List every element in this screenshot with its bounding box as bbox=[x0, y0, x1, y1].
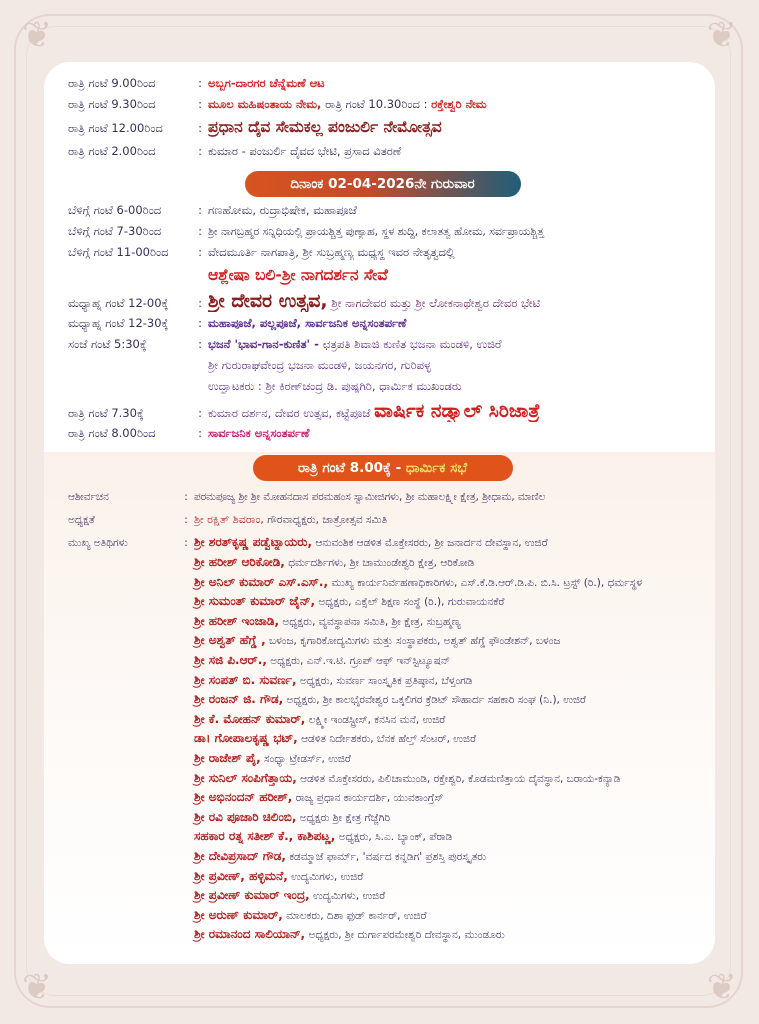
program-event: ಪ್ರಧಾನ ದೈವ ಸೇಮಕಲ್ಲ ಪಂಜುರ್ಲಿ ನೇಮೋತ್ಸವ bbox=[208, 118, 442, 136]
guest-role: ಬಳಂಜ, ಕೃಗಾರಿಕೋದ್ಯಮಿಗಳು ಮತ್ತು ಸಂಸ್ಥಾಪಕರು, ಅಶ್ವತ್ ಹೆಗ್ಡೆ ಫೌಂಡೇಶನ್, ಬಳಂಜ bbox=[265, 635, 561, 648]
sabha-banner bbox=[253, 455, 513, 481]
guest-role: ಉದ್ಯಮಿಗಳು, ಉಜಿರೆ bbox=[309, 890, 386, 903]
night-program bbox=[68, 76, 697, 165]
guest-name: ಸಹಕಾರ ರತ್ನ ಸತೀಶ್ ಕೆ., ಕಾಶಿಪಟ್ಣ, bbox=[194, 829, 336, 844]
guest-row bbox=[68, 849, 697, 869]
program-card bbox=[44, 62, 715, 964]
corner-ornament-icon: ❦ bbox=[22, 967, 53, 1008]
program-row bbox=[68, 203, 697, 224]
guest-row bbox=[68, 653, 697, 673]
guest-name: ಡಾ। ಗೋಪಾಲಕೃಷ್ಣ ಭಟ್, bbox=[194, 731, 298, 746]
program-row bbox=[68, 245, 697, 266]
guest-row bbox=[68, 927, 697, 947]
colon: : bbox=[184, 514, 188, 526]
guest-name: ಶ್ರೀ ಅನಿಲ್ ಕುಮಾರ್ ಎಸ್.ಎಸ್., bbox=[194, 574, 329, 589]
guest-role: ರಾಜ್ಯ ಪ್ರಧಾನ ಕಾರ್ಯದರ್ಶಿ, ಯುವಕಾಂಗ್ರೆಸ್ bbox=[292, 792, 444, 805]
guest-role: ಅಧ್ಯಕ್ಷರು, ಸಿ.ಎ. ಬ್ಯಾಂಕ್, ಪೆರಾಡಿ bbox=[335, 831, 453, 844]
guest-role: ಅಧ್ಯಕ್ಷರು, ಎಕ್ಸೆಲ್ ಶಿಕ್ಷಣ ಸಂಸ್ಥೆ (ರಿ.), ಗುರುವಾಯನಕೆರೆ bbox=[315, 596, 505, 609]
guest-row bbox=[68, 614, 697, 634]
guest-role: ಅಧ್ಯಕ್ಷರು ಶ್ರೀ ಕ್ಷೇತ್ರ ಗೆಜ್ಜೆಗಿರಿ bbox=[296, 811, 391, 824]
sabha-section bbox=[68, 491, 697, 947]
program-time: ರಾತ್ರಿ ಗಂಟೆ 9.00ರಿಂದ bbox=[68, 76, 156, 90]
sabha-row bbox=[68, 535, 697, 555]
program-row bbox=[68, 97, 697, 118]
program-row bbox=[68, 224, 697, 245]
program-row bbox=[68, 266, 697, 290]
guest-name: ಶ್ರೀ ರವಿ ಪೂಜಾರಿ ಚಿಲಿಂಬಿ, bbox=[194, 809, 297, 824]
guest-role: ಗೌರವಾಧ್ಯಕ್ಷರು, ಜಾತ್ರೋತ್ಸವ ಸಮಿತಿ bbox=[263, 514, 388, 526]
highlight-event: ಆಶ್ಲೇಷಾ ಬಲಿ-ಶ್ರೀ ನಾಗದರ್ಶನ ಸೇವೆ bbox=[208, 266, 388, 284]
guest-row bbox=[68, 731, 697, 751]
program-event-detail: ರಾತ್ರಿ ಗಂಟೆ 10.30ರಿಂದ : bbox=[321, 97, 432, 111]
program-row bbox=[68, 118, 697, 144]
guest-role: ಆನುವಂಶಿಕ ಆಡಳಿತ ಮೊಕ್ತೇಸರರು, ಶ್ರೀ ಜನಾರ್ದನ ದೇವಸ್ಥಾನ, ಉಜಿರೆ bbox=[312, 537, 548, 549]
guest-role: ಧರ್ಮದರ್ಶಿಗಳು, ಶ್ರೀ ಚಾಮುಂಡೇಶ್ವರಿ ಕ್ಷೇತ್ರ, ಆರಿಕೋಡಿ bbox=[284, 557, 475, 569]
program-time: ಬೆಳಿಗ್ಗೆ ಗಂಟೆ 6-00ರಿಂದ bbox=[68, 203, 162, 217]
program-event: ಶ್ರೀ ದೇವರ ಉತ್ಸವ, bbox=[208, 290, 328, 312]
guest-role: ಅಧ್ಯಕ್ಷರು, ಶ್ರೀ ಕಾಲಭೈರವೇಶ್ವರ ಒಕ್ಕಲಿಗರ ಕ್ರೆಡಿಟ್ ಸೌಹಾರ್ದ ಸಹಕಾರಿ ಸಂಘ (ನಿ.), ಉಜಿರೆ bbox=[283, 694, 586, 707]
guest-name: ಶ್ರೀ ಸಜಿ ಪಿ.ಆರ್., bbox=[194, 652, 267, 667]
guest-name: ಶ್ರೀ ದೇವಿಪ್ರಸಾದ್ ಗೌಡ, bbox=[194, 848, 286, 863]
program-event: ಕುಮಾರ ದರ್ಶನ, ದೇವರ ಉತ್ಸವ, ಕಟ್ಟೆಪೂಜೆ bbox=[208, 406, 375, 420]
sabha-title: ಧಾರ್ಮಿಕ ಸಭೆ bbox=[405, 460, 467, 476]
colon: : bbox=[198, 97, 202, 111]
program-row bbox=[68, 290, 697, 316]
program-row bbox=[68, 379, 697, 400]
program-time: ರಾತ್ರಿ ಗಂಟೆ 2.00ರಿಂದ bbox=[68, 144, 156, 158]
program-event: ಮಹಾಪೂಜೆ, ಪಲ್ಲಪೂಜೆ, bbox=[208, 316, 306, 330]
colon: : bbox=[198, 224, 202, 238]
guest-row bbox=[68, 908, 697, 928]
highlight-event: ವಾರ್ಷಿಕ ನಡ್ವಾಲ್ ಸಿರಿಜಾತ್ರೆ bbox=[374, 400, 540, 422]
guest-role: ಮುಖ್ಯ ಕಾರ್ಯನಿರ್ವಹಣಾಧಿಕಾರಿಗಳು, ಎಸ್.ಕೆ.ಡಿ.ಆರ್.ಡಿ.ಪಿ. ಬಿ.ಸಿ. ಟ್ರಸ್ಟ್ (ರಿ.), ಧರ್ಮಸ್ಥಳ bbox=[328, 576, 643, 589]
guest-name: ಶ್ರೀ ಶರತ್‌ಕೃಷ್ಣ ಪಡ್ವೆಟ್ನಾಯರು, bbox=[194, 535, 312, 549]
guest-row bbox=[68, 555, 697, 575]
program-event-detail: ಛತ್ರಪತಿ ಶಿವಾಜಿ ಕುಣಿತ ಭಜನಾ ಮಂಡಳಿ, ಉಜಿರೆ bbox=[322, 337, 502, 351]
guest-role: ಅಧ್ಯಕ್ಷರು, ಎನ್.ಇ.ಟಿ. ಗ್ರೂಪ್ ಆಫ್ ಇನ್‌ಸ್ಟಿಟ್ಯೂಷನ್ bbox=[266, 654, 451, 667]
program-event: ಅಬ್ಬಗ-ದಾರಗರ ಚೆನ್ನೆಮಣೆ ಆಟ bbox=[208, 76, 325, 90]
date-banner: ದಿನಾಂಕ 02-04-2026ನೇ ಗುರುವಾರ bbox=[245, 171, 521, 197]
program-row bbox=[68, 400, 697, 426]
colon: : bbox=[198, 296, 202, 310]
program-time: ರಾತ್ರಿ ಗಂಟೆ 8.00ರಿಂದ bbox=[68, 426, 156, 440]
corner-ornament-icon: ❦ bbox=[706, 15, 737, 56]
guest-name: ಶ್ರೀ ಪ್ರವೀಣ್ ಕುಮಾರ್ ಇಂದ್ರ, bbox=[194, 888, 310, 903]
guest-role: ಸಂಧ್ಯಾ ಟ್ರೇಡರ್ಸ್, ಉಜಿರೆ bbox=[260, 752, 351, 765]
program-time: ರಾತ್ರಿ ಗಂಟೆ 12.00ರಿಂದ bbox=[68, 121, 163, 135]
guest-name: ಶ್ರೀ ಸುನಿಲ್ ಸಂಪಿಗೆತ್ತಾಯ, bbox=[194, 770, 297, 785]
program-time: ಬೆಳಿಗ್ಗೆ ಗಂಟೆ 11-00ರಿಂದ bbox=[68, 245, 169, 259]
program-row bbox=[68, 144, 697, 165]
guest-name: ಶ್ರೀ ಅಭಿನಂದನ್ ಹರೀಶ್, bbox=[194, 790, 293, 805]
guest-name: ಶ್ರೀ ಸಂಪತ್ ಬಿ. ಸುವರ್ಣ, bbox=[194, 672, 297, 687]
guest-role: ಲಕ್ಷ್ಮೀ ಇಂಡಸ್ಟ್ರೀಸ್, ಕನಸಿನ ಮನೆ, ಉಜಿರೆ bbox=[305, 713, 446, 726]
guest-row bbox=[68, 829, 697, 849]
guest-row bbox=[68, 594, 697, 614]
sabha-time: ರಾತ್ರಿ ಗಂಟೆ 8.00ಕ್ಕೆ - bbox=[298, 460, 406, 476]
guest-row bbox=[68, 575, 697, 595]
program-event: ಕುಮಾರ - ಪಂಜುರ್ಲಿ ದೈವದ ಭೇಟಿ, ಪ್ರಸಾದ ವಿತರಣೆ bbox=[208, 144, 402, 158]
guest-name: ಶ್ರೀ ಹರೀಶ್ ಆರಿಕೋಡಿ, bbox=[194, 555, 285, 569]
program-time: ರಾತ್ರಿ ಗಂಟೆ 7.30ಕ್ಕೆ bbox=[68, 406, 144, 420]
guest-row bbox=[68, 810, 697, 830]
program-row bbox=[68, 426, 697, 447]
colon: : bbox=[198, 337, 202, 351]
guest-name: ಶ್ರೀ ಹರೀಶ್ ಇಂಜಾಡಿ, bbox=[194, 613, 280, 628]
colon: : bbox=[198, 76, 202, 90]
program-event: ಮೂಲ ಮಹಿಷಂತಾಯ ನೇಮ, bbox=[208, 97, 322, 111]
guest-row bbox=[68, 673, 697, 693]
colon: : bbox=[184, 537, 188, 549]
guest-name: ಶ್ರೀ ಸುಮಂತ್ ಕುಮಾರ್ ಜೈನ್, bbox=[194, 594, 316, 609]
guest-list bbox=[68, 555, 697, 947]
day-program bbox=[68, 203, 697, 447]
program-event-detail: ಶ್ರೀ ಗುರುರಾಘವೇಂದ್ರ ಭಜನಾ ಮಂಡಳಿ, ಜಯನಗರ, ಗುರಿಪಳ್ಳ bbox=[208, 358, 431, 372]
program-event-detail: ಉದ್ಘಾಟಕರು : ಶ್ರೀ ಕಿರಣ್‌ಚಂದ್ರ ಡಿ. ಪುಷ್ಪಗಿರಿ, ಧಾರ್ಮಿಕ ಮುಖಂಡರು bbox=[208, 379, 462, 393]
guest-row bbox=[68, 888, 697, 908]
program-time: ಮಧ್ಯಾಹ್ನ ಗಂಟೆ 12-30ಕ್ಕೆ bbox=[68, 316, 169, 330]
sabha-value: ಪರಮಪೂಜ್ಯ ಶ್ರೀ ಶ್ರೀ ಮೋಹನದಾಸ ಪರಮಹಂಸ ಸ್ವಾಮೀಜಿಗಳು, ಶ್ರೀ ಮಹಾಲಕ್ಷ್ಮೀ ಕ್ಷೇತ್ರ, ಶ್ರೀಧಾಮ, ಮಾಣಿಲ bbox=[194, 491, 546, 503]
sabha-label: ಆಶೀರ್ವಚನ bbox=[68, 491, 109, 503]
guest-row bbox=[68, 869, 697, 889]
guest-role: ಮಾಲಕರು, ದಿಶಾ ಫುಡ್ ಕಾರ್ನರ್, ಉಜಿರೆ bbox=[282, 909, 427, 922]
sabha-label: ಅಧ್ಯಕ್ಷತೆ bbox=[68, 514, 95, 526]
guest-row bbox=[68, 751, 697, 771]
program-event: ರಕ್ತೇಶ್ವರಿ ನೇಮ bbox=[431, 97, 487, 111]
sabha-row bbox=[68, 513, 697, 535]
guest-row bbox=[68, 771, 697, 791]
guest-role: ಕಡಮ್ಮಾಜೆ ಫಾರ್ಮ್, 'ವರ್ಷದ ಕನ್ನಡಿಗ' ಪ್ರಶಸ್ತಿ ಪುರಸ್ಕೃತರು bbox=[285, 850, 487, 863]
guest-name: ಶ್ರೀ ಪ್ರವೀಣ್, ಹಳ್ಳಿಮನೆ, bbox=[194, 868, 288, 883]
guest-row bbox=[68, 633, 697, 653]
colon: : bbox=[198, 245, 202, 259]
guest-row bbox=[68, 692, 697, 712]
program-row bbox=[68, 337, 697, 358]
guest-role: ಅಧ್ಯಕ್ಷರು, ಶ್ರೀ ದುರ್ಗಾಪರಮೇಶ್ವರಿ ದೇವಸ್ಥಾನ, ಮುಂಡೂರು bbox=[305, 929, 505, 942]
guest-role: ಆಡಳಿತ ನಿರ್ದೇಶಕರು, ಬೆನಕ ಹೆಲ್ತ್ ಸೆಂಟರ್, ಉಜಿರೆ bbox=[297, 733, 477, 746]
colon: : bbox=[198, 203, 202, 217]
guest-name: ಶ್ರೀ ರಕ್ಷಿತ್ ಶಿವರಾಂ, bbox=[194, 513, 264, 526]
guest-name: ಶ್ರೀ ರಮಾನಂದ ಸಾಲಿಯಾನ್, bbox=[194, 927, 306, 942]
program-time: ಬೆಳಿಗ್ಗೆ ಗಂಟೆ 7-30ರಿಂದ bbox=[68, 224, 162, 238]
corner-ornament-icon: ❦ bbox=[22, 15, 53, 56]
program-event: ಸಾರ್ವಜನಿಕ ಅನ್ನಸಂತರ್ಪಣೆ bbox=[208, 426, 310, 440]
program-event-detail: ಶ್ರೀ ನಾಗದೇವರ ಮತ್ತು ಶ್ರೀ ಲೋಕನಾಥೇಶ್ವರ ದೇವರ ಭೇಟಿ bbox=[327, 296, 541, 310]
sabha-label: ಮುಖ್ಯ ಅತಿಥಿಗಳು bbox=[68, 537, 128, 549]
guest-row bbox=[68, 790, 697, 810]
program-event: ವೇದಮೂರ್ತಿ ನಾಗಪಾತ್ರಿ, ಶ್ರೀ ಸುಬ್ರಹ್ಮಣ್ಯ ಮಧ್ಯಸ್ಥ ಇವರ ನೇತೃತ್ವದಲ್ಲಿ bbox=[208, 245, 455, 259]
guest-name: ಶ್ರೀ ರಾಜೇಶ್ ಪೈ, bbox=[194, 750, 261, 765]
guest-role: ಅಧ್ಯಕ್ಷರು, ಸುವರ್ಣ ಸಾಂಸ್ಕೃತಿಕ ಪ್ರತಿಷ್ಠಾನ, ಬೆಳ್ತಂಗಡಿ bbox=[296, 674, 473, 687]
program-time: ಮಧ್ಯಾಹ್ನ ಗಂಟೆ 12-00ಕ್ಕೆ bbox=[68, 296, 169, 310]
corner-ornament-icon: ❦ bbox=[706, 967, 737, 1008]
program-time: ರಾತ್ರಿ ಗಂಟೆ 9.30ರಿಂದ bbox=[68, 97, 156, 111]
colon: : bbox=[198, 406, 202, 420]
guest-role: ಆಡಳಿತ ಮೊಕ್ತೇಸರರು, ಪಿಲಿಚಾಮುಂಡಿ, ರಕ್ತೇಶ್ವರಿ, ಕೊಡಮಣಿತ್ತಾಯ ದೈವಸ್ಥಾನ, ಬರಾಯ-ಕನ್ಯಾಡಿ bbox=[296, 772, 621, 785]
colon: : bbox=[198, 144, 202, 158]
guest-name: ಶ್ರೀ ಅರುಣ್ ಕುಮಾರ್, bbox=[194, 907, 283, 922]
guest-name: ಶ್ರೀ ಅಶ್ವತ್ ಹೆಗ್ಡೆ , bbox=[194, 633, 266, 648]
program-row bbox=[68, 358, 697, 379]
program-event: ಗಣಹೋಮ, ರುದ್ರಾಭಿಷೇಕ, ಮಹಾಪೂಜೆ bbox=[208, 203, 357, 217]
program-event: ಭಜನೆ 'ಭಾವ-ಗಾನ-ಕುಣಿತ' - bbox=[208, 337, 323, 351]
colon: : bbox=[184, 491, 188, 503]
program-row bbox=[68, 316, 697, 337]
guest-name: ಶ್ರೀ ಕೆ. ಮೋಹನ್ ಕುಮಾರ್, bbox=[194, 711, 306, 726]
guest-role: ಉದ್ಯಮಿಗಳು, ಉಜಿರೆ bbox=[287, 870, 364, 883]
program-row bbox=[68, 76, 697, 97]
guest-role: ಅಧ್ಯಕ್ಷರು, ವ್ಯವಸ್ಥಾಪನಾ ಸಮಿತಿ, ಶ್ರೀ ಕ್ಷೇತ್ರ, ಸುಬ್ರಹ್ಮಣ್ಯ bbox=[279, 615, 461, 628]
guest-row bbox=[68, 712, 697, 732]
colon: : bbox=[198, 121, 202, 135]
program-time: ಸಂಜೆ ಗಂಟೆ 5:30ಕ್ಕೆ bbox=[68, 337, 147, 351]
program-event: ಶ್ರೀ ನಾಗಬ್ರಹ್ಮರ ಸನ್ನಿಧಿಯಲ್ಲಿ ಪ್ರಾಯಶ್ಚಿತ್ತ ಪುಣ್ಯಾಹ, ಸ್ಥಳ ಶುದ್ಧಿ, ಕಲಾತತ್ವ ಹೋಮ, ಸರ್ವಪ್ರಾಯಶ್ಚಿತ್ತ bbox=[208, 225, 544, 238]
colon: : bbox=[198, 316, 202, 330]
sabha-row bbox=[68, 491, 697, 513]
guest-name: ಶ್ರೀ ರಂಜನ್ ಜಿ. ಗೌಡ, bbox=[194, 692, 284, 707]
colon: : bbox=[198, 426, 202, 440]
program-event: ಸಾರ್ವಜನಿಕ ಅನ್ನಸಂತರ್ಪಣೆ bbox=[305, 316, 407, 330]
